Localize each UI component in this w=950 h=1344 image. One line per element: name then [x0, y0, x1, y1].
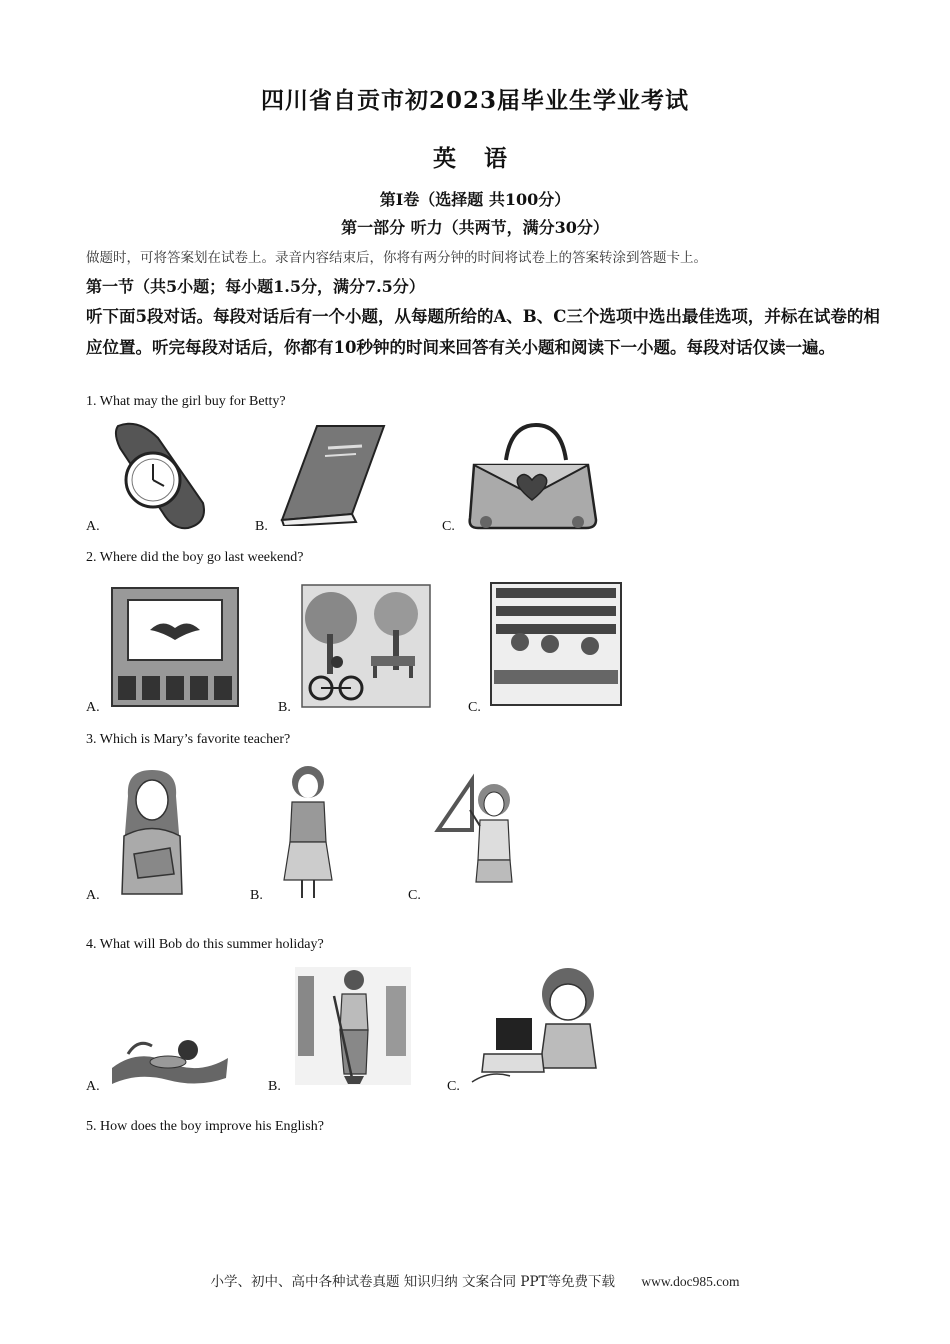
q1-option-c-label: C.: [442, 519, 455, 534]
question-5: 5. How does the boy improve his English?: [86, 1119, 324, 1134]
question-2: 2. Where did the boy go last weekend?: [86, 550, 304, 565]
part-heading: 第一部分 听力（共两节，满分30分）: [341, 218, 609, 237]
cinema-icon: [110, 586, 240, 708]
section-heading: 第一节（共5小题；每小题1.5分，满分7.5分）: [86, 277, 425, 296]
book-icon: [272, 422, 392, 526]
q2-option-c-label: C.: [468, 700, 481, 715]
q3-option-b-label: B.: [250, 888, 263, 903]
swimming-icon: [108, 1018, 232, 1090]
gaming-icon: [470, 964, 610, 1088]
question-3: 3. Which is Mary’s favorite teacher?: [86, 732, 291, 747]
question-4: 4. What will Bob do this summer holiday?: [86, 937, 324, 952]
handbag-icon: [466, 420, 601, 532]
question-1: 1. What may the girl buy for Betty?: [86, 394, 286, 409]
q2-option-a-label: A.: [86, 700, 100, 715]
volume-heading: 第I卷（选择题 共100分）: [379, 190, 571, 209]
footer-text: 小学、初中、高中各种试卷真题 知识归纳 文案合同 PPT等免费下载: [210, 1274, 616, 1290]
q3-option-a-label: A.: [86, 888, 100, 903]
teacher-with-triangle-icon: [432, 770, 522, 898]
subject-title: 英 语: [432, 145, 517, 172]
q1-option-b-label: B.: [255, 519, 268, 534]
q4-option-b-label: B.: [268, 1079, 281, 1094]
q1-option-a-label: A.: [86, 519, 100, 534]
park-icon: [301, 584, 431, 708]
q2-option-b-label: B.: [278, 700, 291, 715]
sweeping-icon: [294, 966, 412, 1086]
teacher-standing-icon: [280, 760, 336, 900]
q4-option-c-label: C.: [447, 1079, 460, 1094]
section-instruction: 听下面5段对话。每段对话后有一个小题，从每题所给的A、B、C三个选项中选出最佳选项，并标在试卷的相应位置。听完每段对话后，你都有10秒钟的时间来回答有关小题和阅读下一小题。每段对话仅读一遍。: [86, 307, 880, 357]
q4-option-a-label: A.: [86, 1079, 100, 1094]
footer-link[interactable]: www.doc985.com: [641, 1274, 740, 1289]
library-icon: [490, 582, 622, 706]
exam-title: 四川省自贡市初2023届毕业生学业考试: [260, 87, 689, 114]
q3-option-c-label: C.: [408, 888, 421, 903]
instructions-note: 做题时，可将答案划在试卷上。录音内容结束后，你将有两分钟的时间将试卷上的答案转涂到答题卡上。: [86, 250, 707, 266]
footer: [0, 1270, 950, 1290]
teacher-with-book-icon: [114, 766, 190, 896]
watch-icon: [108, 418, 213, 533]
